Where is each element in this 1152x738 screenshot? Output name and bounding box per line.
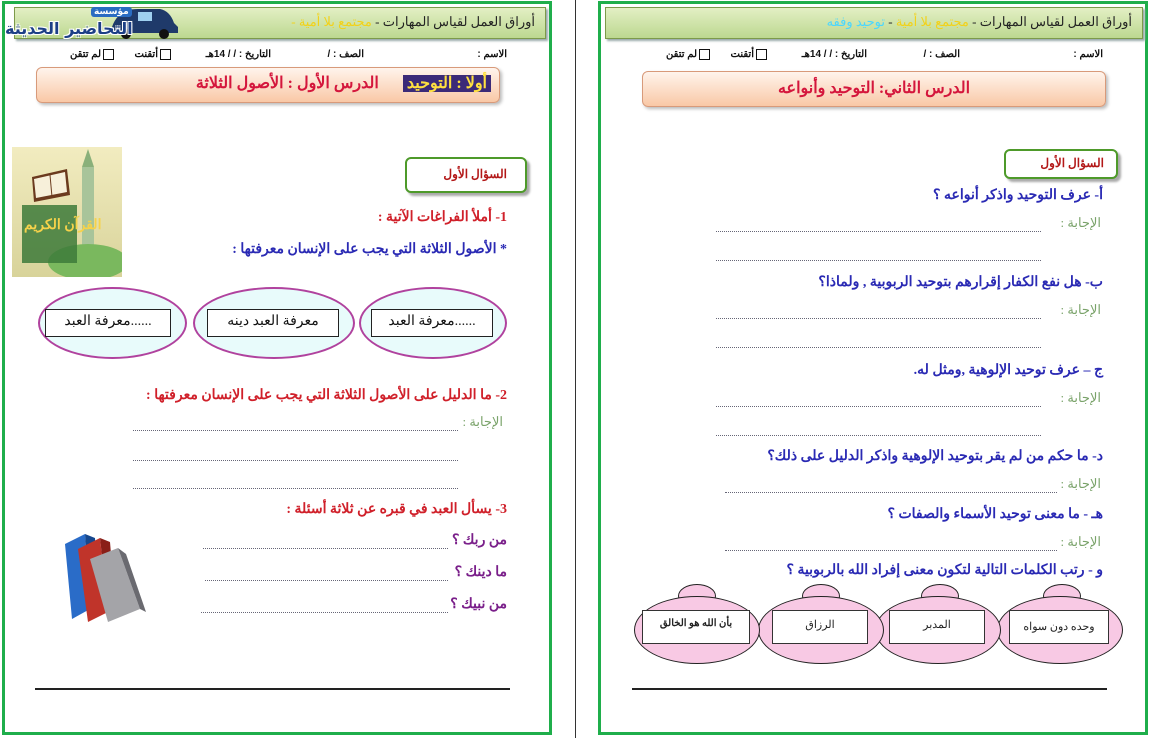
lesson-title-text: الدرس الثاني: التوحيد وأنواعه: [777, 80, 971, 97]
answer-line[interactable]: [725, 491, 1057, 493]
question-a: أ- عرف التوحيد واذكر أنواعه ؟: [933, 188, 1103, 203]
answer-line[interactable]: [716, 317, 1041, 319]
lesson-title-text: الدرس الأول : الأصول الثلاثة: [195, 75, 379, 92]
date-field[interactable]: التاريخ : / / 14هـ: [801, 49, 867, 60]
question-c: ج – عرف توحيد الإلوهية ,ومثل له.: [913, 363, 1103, 378]
fill-blank-box[interactable]: معرفة العبد دينه: [207, 309, 339, 337]
answer-line[interactable]: [716, 434, 1041, 436]
q3-item-lord: من ربك ؟: [451, 533, 507, 548]
q3-item-religion: ما دينك ؟: [454, 565, 507, 580]
logo-large-text: التحاضير الحديثة: [5, 19, 133, 38]
question-one-label: السؤال الأول: [1040, 156, 1104, 170]
header-bar: [605, 7, 1143, 39]
quran-book-icon: [12, 147, 122, 277]
lesson-title-bar: [642, 71, 1106, 107]
publisher-logo: [3, 3, 188, 43]
page-divider: [575, 0, 576, 738]
answer-line[interactable]: [725, 549, 1057, 551]
not-mastered-checkbox[interactable]: لم تتقن: [666, 49, 712, 60]
word-box[interactable]: الرزاق: [772, 610, 868, 644]
fill-blank-box[interactable]: معرفة العبد......: [371, 309, 493, 337]
not-mastered-checkbox[interactable]: لم تتقن: [70, 49, 116, 60]
date-field[interactable]: التاريخ : / / 14هـ: [205, 49, 271, 60]
answer-label: الإجابة :: [462, 414, 503, 429]
answer-label: الإجابة :: [1060, 215, 1101, 230]
class-field[interactable]: الصف : /: [327, 49, 364, 60]
q1-title: 1- أملأ الفراغات الآتية :: [377, 210, 507, 225]
books-icon: [60, 524, 152, 624]
answer-line[interactable]: [716, 230, 1041, 232]
question-d: د- ما حكم من لم يقر بتوحيد الإلوهية واذكر الدليل على ذلك؟: [767, 449, 1103, 464]
question-one-box: [1004, 149, 1118, 179]
word-card-1: [997, 584, 1127, 664]
worksheet-page-left: [2, 1, 552, 735]
answer-line[interactable]: [133, 429, 458, 431]
answer-label: الإجابة :: [1060, 390, 1101, 405]
answer-line[interactable]: [133, 487, 458, 489]
mastered-checkbox[interactable]: أتقنت: [731, 49, 769, 60]
lesson-category-tag: أولا : التوحيد: [403, 75, 491, 92]
answer-label: الإجابة :: [1060, 476, 1101, 491]
question-one-label: السؤال الأول: [443, 167, 507, 181]
word-box[interactable]: وحده دون سواه: [1009, 610, 1109, 644]
bottom-rule: [632, 688, 1107, 690]
answer-line[interactable]: [133, 459, 458, 461]
word-card-3: [758, 584, 888, 664]
question-e: هـ - ما معنى توحيد الأسماء والصفات ؟: [887, 507, 1103, 522]
answer-line[interactable]: [205, 579, 448, 581]
ellipse-item-2: [193, 287, 355, 359]
answer-label: الإجابة :: [1060, 534, 1101, 549]
fill-blank-box[interactable]: معرفة العبد......: [45, 309, 171, 337]
question-one-box: [405, 157, 527, 193]
word-card-2: [875, 584, 1005, 664]
lesson-title-bar: [36, 67, 500, 103]
answer-line[interactable]: [716, 346, 1041, 348]
header-title: أوراق العمل لقياس المهارات - مجتمع بلا أمية -: [291, 14, 535, 29]
answer-line[interactable]: [716, 405, 1041, 407]
q3-item-prophet: من نبيك ؟: [450, 597, 507, 612]
q1-prompt: * الأصول الثلاثة التي يجب على الإنسان معرفتها :: [232, 242, 507, 257]
answer-line[interactable]: [203, 547, 448, 549]
word-card-4: [634, 584, 764, 664]
ellipse-item-1: [359, 287, 507, 359]
name-field[interactable]: الاسم :: [1073, 49, 1103, 60]
ellipse-item-3: [38, 287, 187, 359]
quran-label: القرآن الكريم: [24, 218, 102, 233]
logo-small-text: مؤسسة: [91, 7, 132, 17]
word-box[interactable]: بأن الله هو الخالق: [642, 610, 750, 644]
name-field[interactable]: الاسم :: [477, 49, 507, 60]
answer-line[interactable]: [716, 259, 1041, 261]
answer-line[interactable]: [201, 611, 448, 613]
header-title: أوراق العمل لقياس المهارات - مجتمع بلا أمية - توحيد وفقه: [826, 14, 1132, 29]
mastered-checkbox[interactable]: أتقنت: [135, 49, 173, 60]
question-b: ب- هل نفع الكفار إقرارهم بتوحيد الربوبية , ولماذا؟: [818, 275, 1103, 290]
car-icon: [108, 3, 293, 43]
lesson-title: [196, 73, 491, 93]
class-field[interactable]: الصف : /: [923, 49, 960, 60]
word-box[interactable]: المدبر: [889, 610, 985, 644]
q3-title: 3- يسأل العبد في قبره عن ثلاثة أسئلة :: [286, 502, 507, 517]
quran-image: [12, 147, 122, 277]
question-f: و - رتب الكلمات التالية لتكون معنى إفراد الله بالربوبية ؟: [786, 563, 1103, 578]
answer-label: الإجابة :: [1060, 302, 1101, 317]
q2-title: 2- ما الدليل على الأصول الثلاثة التي يجب على الإنسان معرفتها :: [146, 388, 507, 403]
bottom-rule: [35, 688, 510, 690]
worksheet-page-right: [598, 1, 1148, 735]
